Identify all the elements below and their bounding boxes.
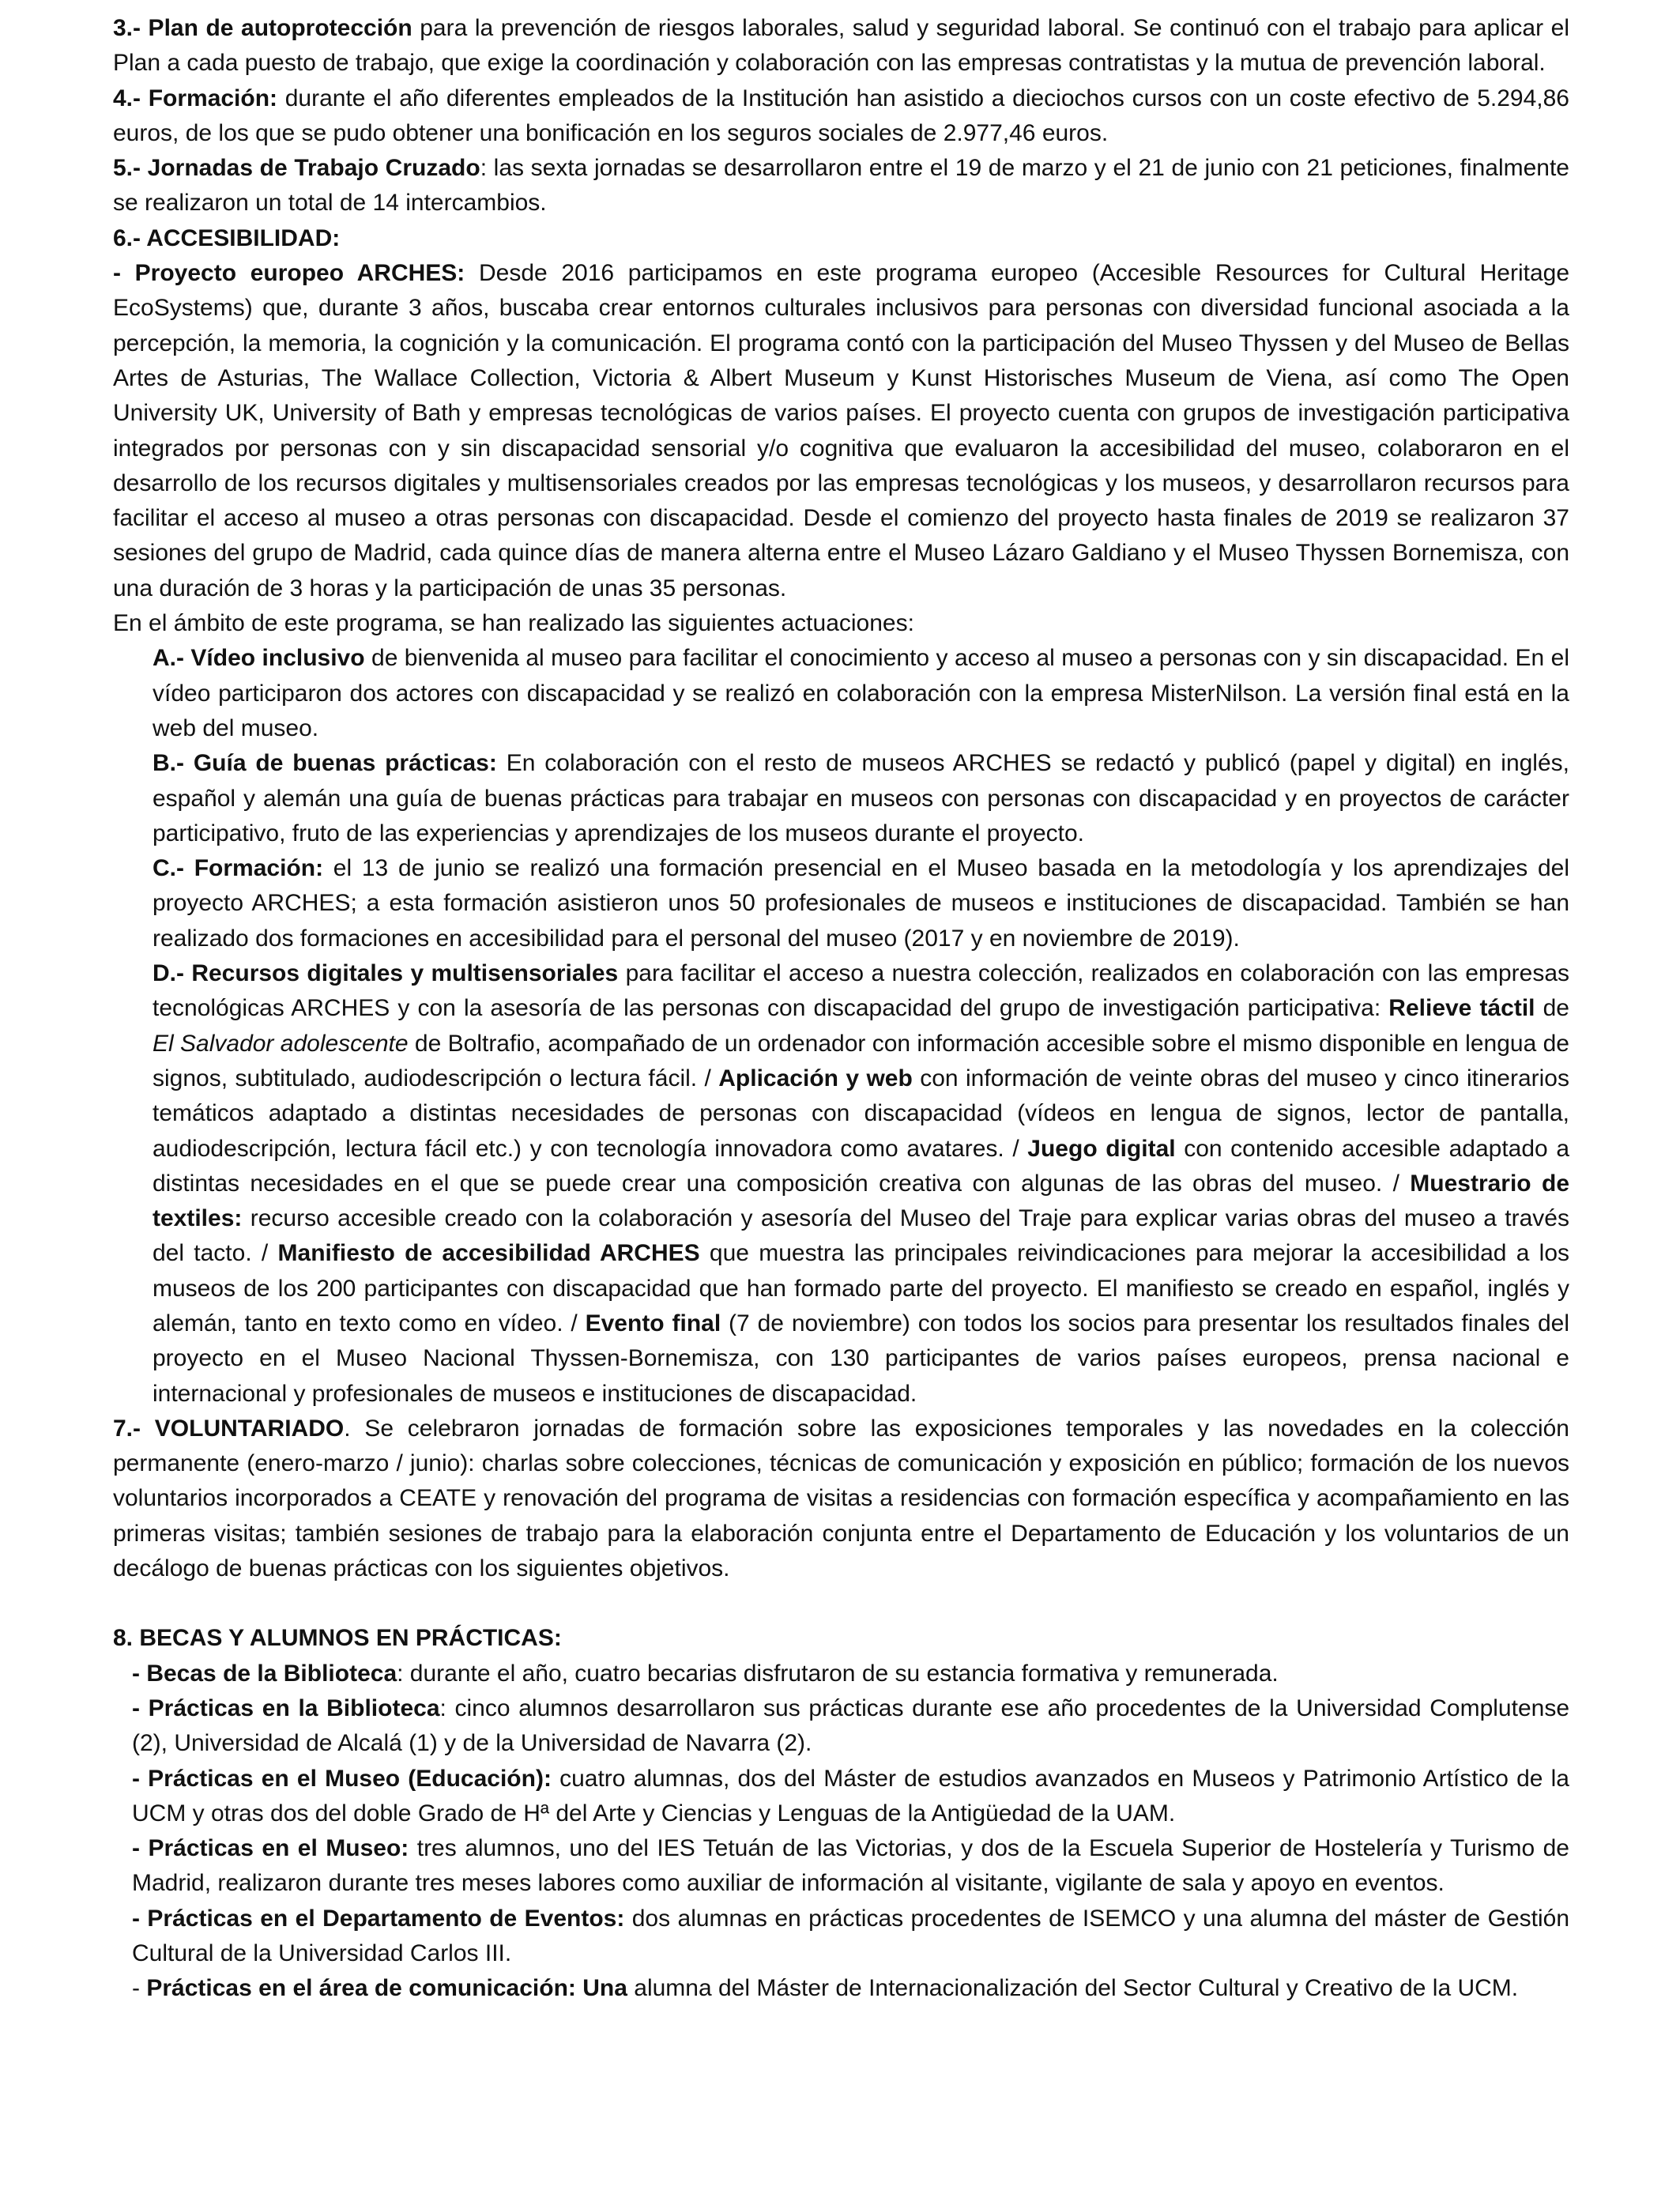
section-3-text: para la prevención de riesgos laborales, salud y seguridad laboral. Se continuó con el trabajo para aplicar el Plan a cada puesto de trabajo, que exige la coordinación y colaboración con las empresas contratistas y la mutua de prevención laboral.	[113, 15, 1569, 77]
list-item	[132, 1971, 1569, 2006]
action-d-text-5: con contenido accesible adaptado a distintas necesidades en el que se puede crear una composición creativa con algunas de las obras del museo. /	[153, 1135, 1570, 1197]
list-item-text: cuatro alumnas, dos del Máster de estudios avanzados en Museos y Patrimonio Artístico de la UCM y otras dos del doble Grado de Hª del Arte y Ciencias y Lenguas de la Antigüedad de la UAM.	[132, 1765, 1569, 1826]
action-c-text: el 13 de junio se realizó una formación presencial en el Museo basada en la metodología y los aprendizajes del proyecto ARCHES; a esta formación asistieron unos 50 profesionales de museos e instituciones de discapacidad. También se han realizado dos formaciones en accesibilidad para el personal del museo (2017 y en noviembre de 2019).	[153, 855, 1570, 952]
list-item-title: - Prácticas en el Museo (Educación):	[132, 1765, 552, 1792]
list-item-text: tres alumnos, uno del IES Tetuán de las Victorias, y dos de la Escuela Superior de Hostelería y Turismo de Madrid, realizaron durante tres meses labores como auxiliar de información al visitante, vigilante de sala y apoyo en eventos.	[132, 1835, 1569, 1897]
action-c	[153, 851, 1569, 956]
list-item-title: - Prácticas en el Museo:	[132, 1835, 409, 1862]
action-d-title: D.- Recursos digitales y multisensoriales	[153, 960, 619, 987]
action-b	[153, 746, 1569, 851]
list-item-text: alumna del Máster de Internacionalización del Sector Cultural y Creativo de la UCM.	[627, 1975, 1519, 2002]
section-4-paragraph	[113, 81, 1569, 152]
relieve-tactil-label: Relieve táctil	[1388, 995, 1535, 1022]
action-a-text: de bienvenida al museo para facilitar el conocimiento y acceso al museo a personas con y sin discapacidad. En el vídeo participaron dos actores con discapacidad y se realizó en colaboración con la empresa MisterNilson. La versión final está en la web del museo.	[153, 645, 1570, 741]
section-6-heading	[113, 221, 1569, 256]
arches-title: - Proyecto europeo ARCHES:	[113, 260, 465, 287]
section-7-title: 7.- VOLUNTARIADO	[113, 1415, 345, 1442]
list-item-text: : cinco alumnos desarrollaron sus prácticas durante ese año procedentes de la Universidad Complutense (2), Universidad de Alcalá (1) y de la Universidad de Navarra (2).	[132, 1695, 1570, 1757]
action-b-text: En colaboración con el resto de museos ARCHES se redactó y publicó (papel y digital) en inglés, español y alemán una guía de buenas prácticas para trabajar en museos con personas con discapacidad y en proyectos de carácter participativo, fruto de las experiencias y aprendizajes de los museos durante el proyecto.	[153, 750, 1569, 846]
section-gap	[113, 1586, 1569, 1621]
list-item-text: dos alumnas en prácticas procedentes de ISEMCO y una alumna del máster de Gestión Cultural de la Universidad Carlos III.	[132, 1905, 1569, 1967]
action-d-text-4: con información de veinte obras del museo y cinco itinerarios temáticos adaptado a distintas necesidades de personas con discapacidad (vídeos en lengua de signos, lector de pantalla, audiodescripción, lectura fácil etc.) y con tecnología innovadora como avatares. /	[153, 1065, 1569, 1162]
action-d-text-1: para facilitar el acceso a nuestra colección, realizados en colaboración con las empresas tecnológicas ARCHES y con la asesoría de las personas con discapacidad del grupo de investigación participativa:	[153, 960, 1569, 1022]
muestrario-label: Muestrario de textiles:	[153, 1170, 1569, 1232]
section-5-paragraph	[113, 151, 1569, 221]
list-item	[132, 1902, 1569, 1972]
section-6-title: 6.- ACCESIBILIDAD:	[113, 224, 341, 251]
artwork-title: El Salvador adolescente	[153, 1030, 409, 1057]
action-a-title: A.- Vídeo inclusivo	[153, 645, 365, 672]
list-item-title: - Prácticas en el Departamento de Eventos:	[132, 1905, 625, 1932]
app-web-label: Aplicación y web	[718, 1065, 913, 1091]
section-4-title: 4.- Formación:	[113, 85, 278, 111]
juego-digital-label: Juego digital	[1027, 1135, 1176, 1162]
list-item	[132, 1831, 1569, 1902]
section-3-title: 3.- Plan de autoprotección	[113, 15, 412, 41]
list-item-text: : durante el año, cuatro becarias disfrutaron de su estancia formativa y remunerada.	[397, 1660, 1279, 1687]
action-c-title: C.- Formación:	[153, 855, 324, 882]
list-item	[132, 1691, 1569, 1762]
list-item	[132, 1762, 1569, 1832]
becas-list	[113, 1657, 1569, 2007]
action-a	[153, 641, 1569, 746]
section-3-paragraph	[113, 11, 1569, 81]
section-7-text: . Se celebraron jornadas de formación sobre las exposiciones temporales y las novedades en la colección permanente (enero-marzo / junio): charlas sobre colecciones, técnicas de comunicación y exposición en público; formación de los nuevos voluntarios incorporados a CEATE y renovación del programa de visitas a residencias con formación específica y acompañamiento en las primeras visitas; también sesiones de trabajo para la elaboración conjunta entre el Departamento de Educación y los voluntarios de un decálogo de buenas prácticas con los siguientes objetivos.	[113, 1415, 1569, 1582]
action-d-text-8: (7 de noviembre) con todos los socios para presentar los resultados finales del proyecto en el Museo Nacional Thyssen-Bornemisza, con 130 participantes de varios países europeos, prensa nacional e internacional y profesionales de museos e instituciones de discapacidad.	[153, 1310, 1570, 1407]
section-7-paragraph	[113, 1412, 1569, 1586]
action-d-text-6: recurso accesible creado con la colaboración y asesoría del Museo del Traje para explicar varias obras del museo a través del tacto. /	[153, 1205, 1569, 1267]
list-item-prefix: -	[132, 1975, 147, 2002]
section-4-text: durante el año diferentes empleados de la Institución han asistido a dieciochos cursos con un coste efectivo de 5.294,86 euros, de los que se pudo obtener una bonificación en los seguros sociales de 2.977,46 euros.	[113, 85, 1569, 146]
section-8-title: 8. BECAS Y ALUMNOS EN PRÁCTICAS:	[113, 1625, 562, 1652]
list-item-title: Prácticas en el área de comunicación: Una	[146, 1975, 627, 2002]
action-d-text-2: de	[1535, 995, 1569, 1022]
section-5-title: 5.- Jornadas de Trabajo Cruzado	[113, 155, 480, 182]
manifiesto-label: Manifiesto de accesibilidad ARCHES	[277, 1240, 700, 1267]
action-d-text-3: de Boltrafio, acompañado de un ordenador con información accesible sobre el mismo disponible en lengua de signos, subtitulado, audiodescripción o lectura fácil. /	[153, 1030, 1569, 1091]
list-item	[132, 1657, 1569, 1691]
action-b-title: B.- Guía de buenas prácticas:	[153, 750, 497, 777]
action-d-text-7: que muestra las principales reivindicaciones para mejorar la accesibilidad a los museos de los 200 participantes con discapacidad que han formado parte del proyecto. El manifiesto se creado en español, inglés y alemán, tanto en texto como en vídeo. /	[153, 1240, 1569, 1336]
actions-intro: En el ámbito de este programa, se han realizado las siguientes actuaciones:	[113, 610, 914, 637]
action-d	[153, 956, 1569, 1412]
section-8-heading	[113, 1621, 1569, 1656]
actions-list	[113, 641, 1569, 1412]
arches-paragraph	[113, 256, 1569, 606]
evento-final-label: Evento final	[585, 1310, 721, 1336]
section-5-text: : las sexta jornadas se desarrollaron entre el 19 de marzo y el 21 de junio con 21 peticiones, finalmente se realizaron un total de 14 intercambios.	[113, 155, 1569, 217]
list-item-title: - Prácticas en la Biblioteca	[132, 1695, 440, 1721]
arches-text: Desde 2016 participamos en este programa europeo (Accesible Resources for Cultural Heritage EcoSystems) que, durante 3 años, buscaba crear entornos culturales inclusivos para personas con diversidad funcional asociada a la percepción, la memoria, la cognición y la comunicación. El programa contó con la participación del Museo Thyssen y del Museo de Bellas Artes de Asturias, The Wallace Collection, Victoria & Albert Museum y Kunst Historisches Museum de Viena, así como The Open University UK, University of Bath y empresas tecnológicas de varios países. El proyecto cuenta con grupos de investigación participativa integrados por personas con y sin discapacidad sensorial y/o cognitiva que evaluaron la accesibilidad del museo, colaboraron en el desarrollo de los recursos digitales y multisensoriales creados por las empresas tecnológicas y los museos, y desarrollaron recursos para facilitar el acceso al museo a otras personas con discapacidad. Desde el comienzo del proyecto hasta finales de 2019 se realizaron 37 sesiones del grupo de Madrid, cada quince días de manera alterna entre el Museo Lázaro Galdiano y el Museo Thyssen Bornemisza, con una duración de 3 horas y la participación de unas 35 personas.	[113, 260, 1569, 601]
list-item-title: - Becas de la Biblioteca	[132, 1660, 397, 1687]
